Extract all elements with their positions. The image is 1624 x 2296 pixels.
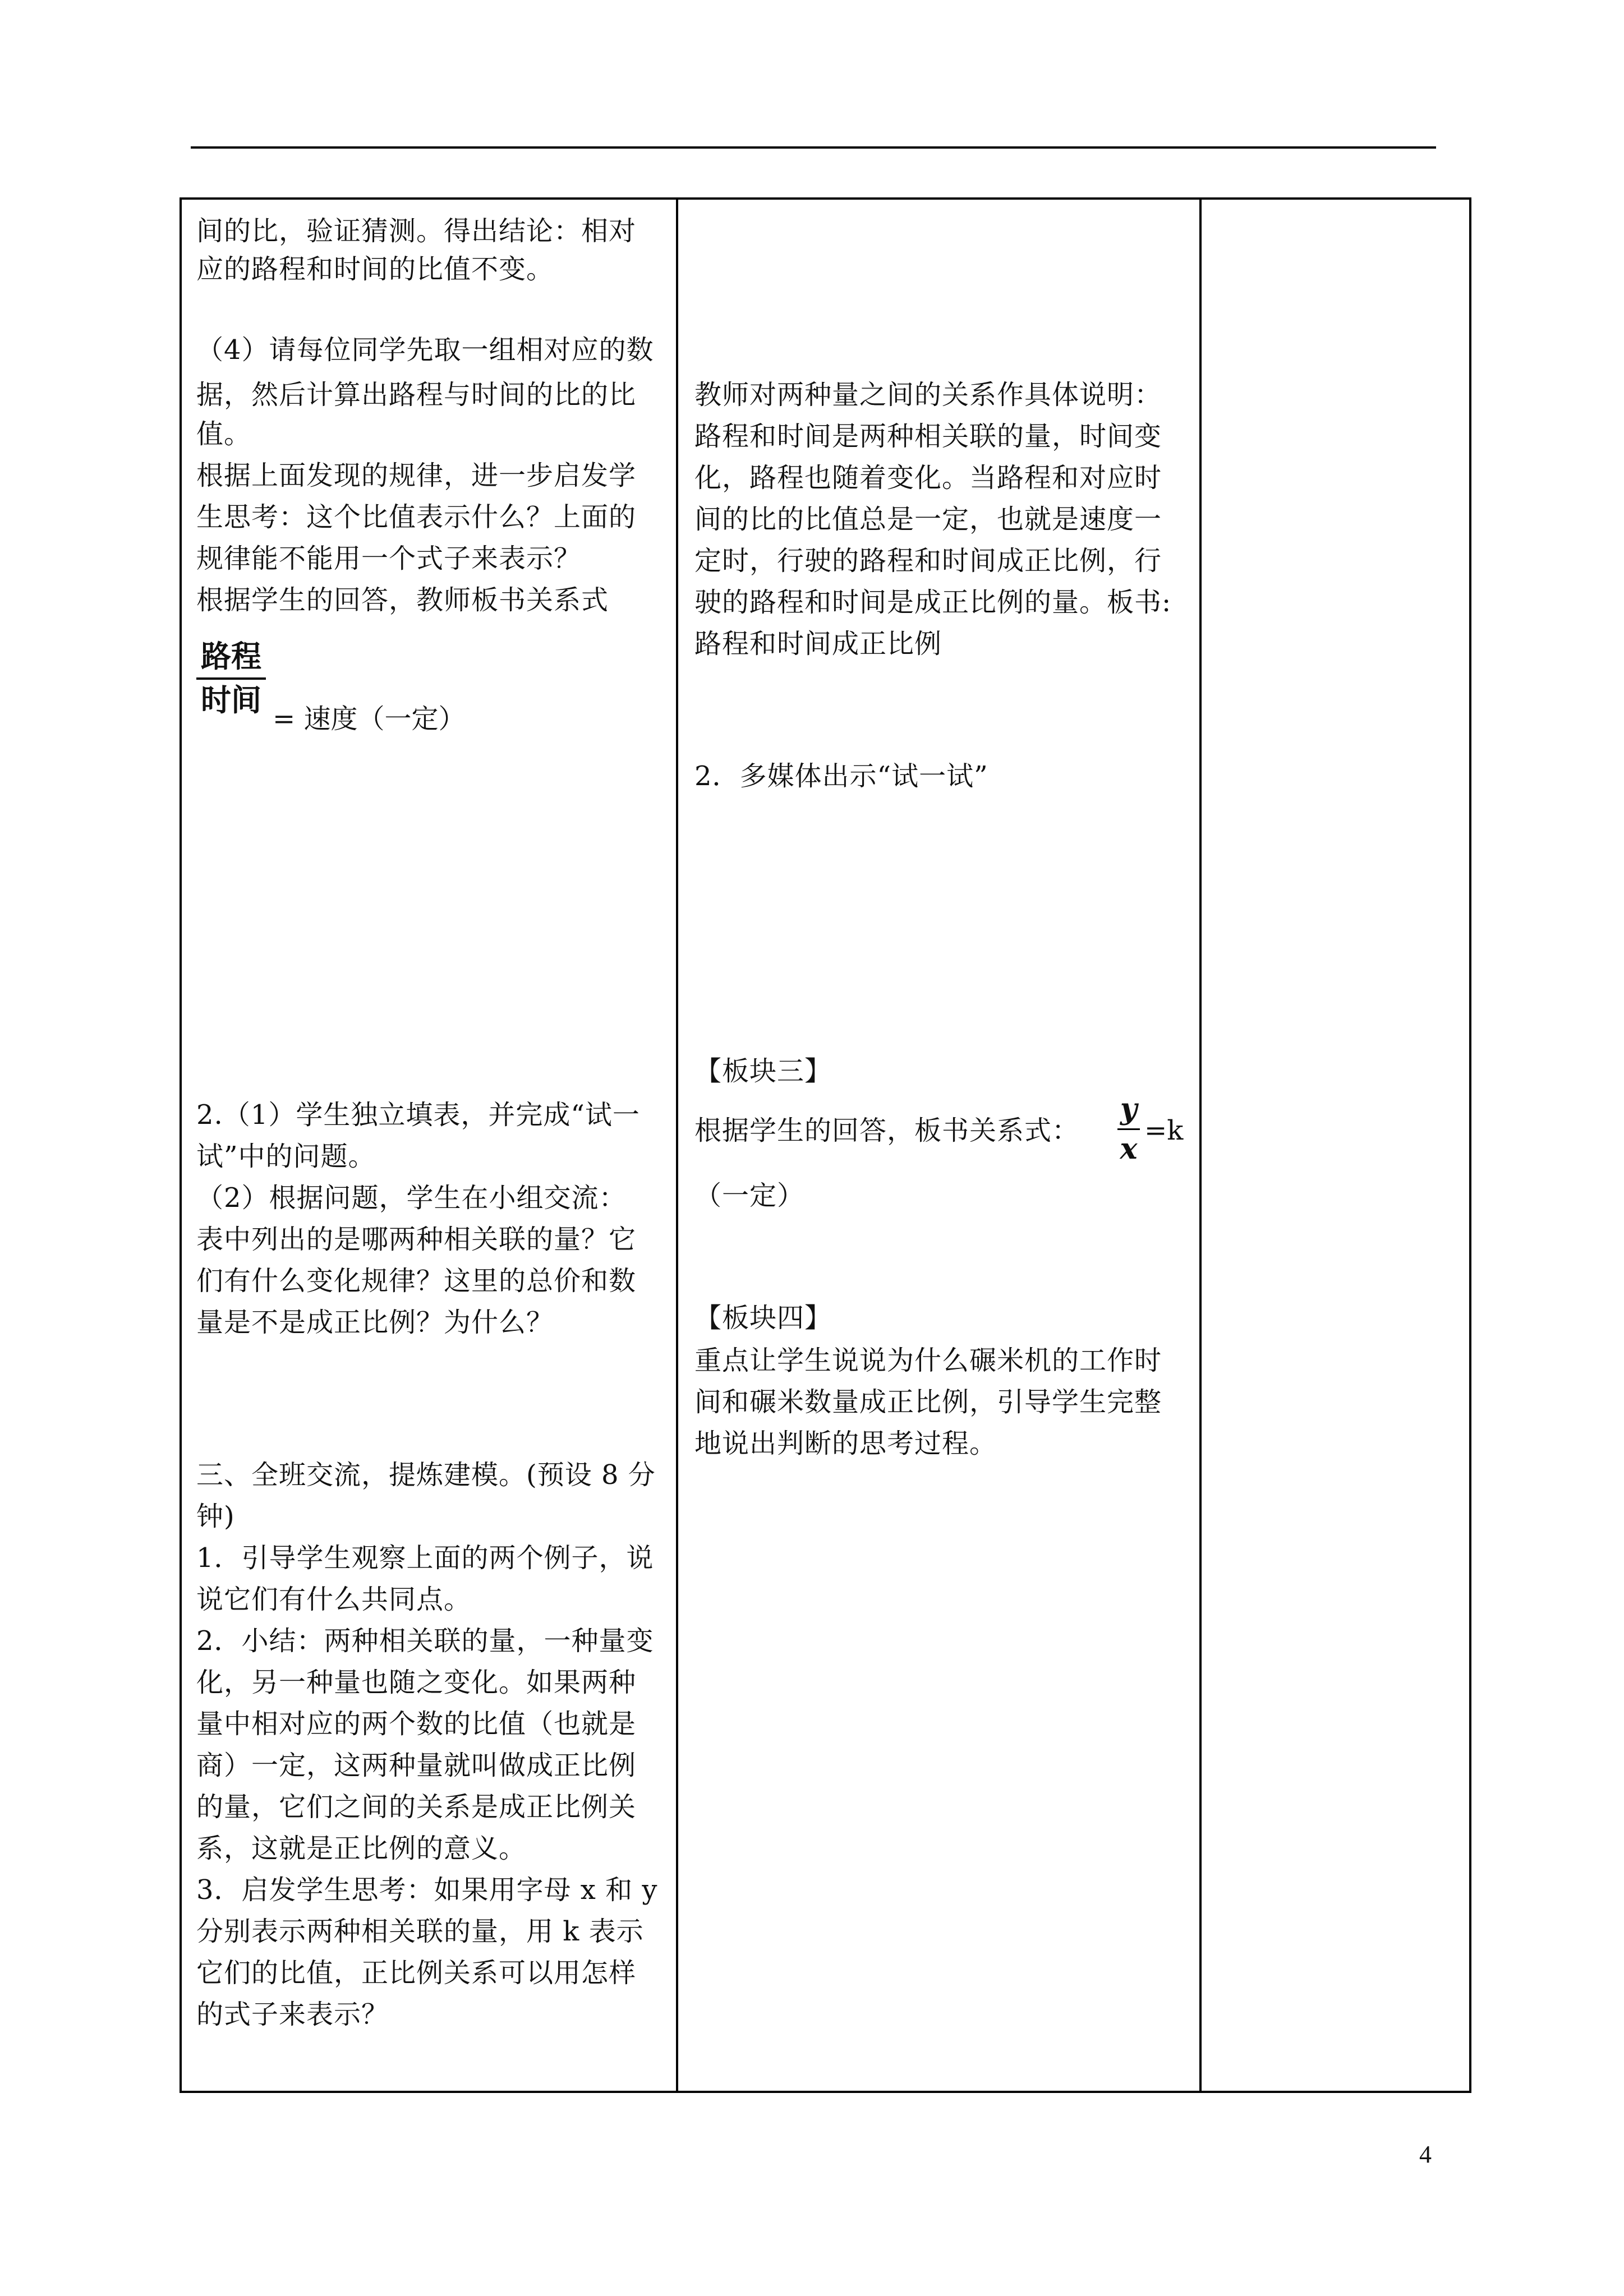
col1-line: 量是不是成正比例？为什么？ bbox=[196, 1307, 554, 1338]
fraction-bar bbox=[196, 677, 266, 680]
col1-line: 值。 bbox=[196, 418, 252, 450]
col1-line: 应的路程和时间的比值不变。 bbox=[196, 253, 554, 285]
col1-line: 三、全班交流，提炼建模。(预设 8 分 bbox=[196, 1459, 656, 1491]
col2-line: 地说出判断的思考过程。 bbox=[694, 1428, 997, 1459]
header-rule bbox=[191, 146, 1436, 149]
section-title: 【板块四】 bbox=[694, 1302, 832, 1334]
col1-line: 2．小结：两种相关联的量，一种量变 bbox=[196, 1625, 654, 1657]
col1-line: 规律能不能用一个式子来表示？ bbox=[196, 543, 582, 574]
col2-line: 间的比的比值总是一定，也就是速度一 bbox=[694, 504, 1162, 535]
col1-line: （2）根据问题，学生在小组交流： bbox=[196, 1182, 627, 1214]
col1-line: （4）请每位同学先取一组相对应的数 bbox=[196, 334, 654, 366]
formula-suffix: =k bbox=[1144, 1115, 1184, 1146]
fraction-bar bbox=[1117, 1128, 1140, 1130]
col1-line: 根据学生的回答，教师板书关系式 bbox=[196, 584, 609, 616]
col2-line: 根据学生的回答，板书关系式： bbox=[694, 1115, 1080, 1146]
col1-line: 1．引导学生观察上面的两个例子，说 bbox=[196, 1542, 654, 1574]
col1-line: 表中列出的是哪两种相关联的量？它 bbox=[196, 1224, 637, 1255]
section-title: 【板块三】 bbox=[694, 1055, 832, 1087]
col1-line: 间的比，验证猜测。得出结论：相对 bbox=[196, 215, 637, 247]
col2-line: 间和碾米数量成正比例，引导学生完整 bbox=[694, 1386, 1162, 1418]
col1-line: 据，然后计算出路程与时间的比的比 bbox=[196, 379, 637, 411]
col1-line: 的量，它们之间的关系是成正比例关 bbox=[196, 1791, 637, 1823]
col1-line: 生思考：这个比值表示什么？上面的 bbox=[196, 501, 637, 533]
col1-line: 化，另一种量也随之变化。如果两种 bbox=[196, 1667, 637, 1698]
formula-suffix: = 速度（一定） bbox=[273, 703, 466, 735]
col1-line: 分别表示两种相关联的量，用 k 表示 bbox=[196, 1916, 644, 1947]
col1-line: 量中相对应的两个数的比值（也就是 bbox=[196, 1708, 637, 1740]
col2-line: （一定） bbox=[694, 1180, 805, 1211]
col1-line: 2.（1）学生独立填表，并完成“试一 bbox=[196, 1099, 640, 1131]
col1-line: 们有什么变化规律？这里的总价和数 bbox=[196, 1265, 637, 1297]
col2-line: 驶的路程和时间是成正比例的量。板书: bbox=[694, 587, 1172, 618]
col1-line: 说它们有什么共同点。 bbox=[196, 1584, 472, 1615]
col2-line: 重点让学生说说为什么碾米机的工作时 bbox=[694, 1345, 1162, 1376]
formula-numerator: 路程 bbox=[201, 639, 261, 674]
col1-line: 商）一定，这两种量就叫做成正比例 bbox=[196, 1750, 637, 1781]
y-over-x-formula bbox=[1117, 1094, 1140, 1165]
col1-line: 3．启发学生思考：如果用字母 x 和 y bbox=[196, 1874, 658, 1906]
col2-line: 路程和时间成正比例 bbox=[694, 628, 942, 660]
formula-numerator: y bbox=[1120, 1092, 1138, 1126]
col1-line: 它们的比值，正比例关系可以用怎样 bbox=[196, 1957, 637, 1989]
col1-line: 的式子来表示？ bbox=[196, 1999, 389, 2030]
formula-denominator: 时间 bbox=[201, 683, 261, 718]
col1-line: 钟) bbox=[196, 1501, 235, 1532]
col2-line: 2．多媒体出示“试一试” bbox=[694, 760, 988, 792]
table-cell-notes bbox=[1199, 197, 1471, 2093]
formula-denominator: x bbox=[1120, 1132, 1138, 1166]
distance-over-time-formula bbox=[196, 638, 266, 719]
col1-line: 系，这就是正比例的意义。 bbox=[196, 1833, 527, 1864]
col1-line: 试”中的问题。 bbox=[196, 1141, 376, 1172]
col1-line: 根据上面发现的规律，进一步启发学 bbox=[196, 460, 637, 491]
col2-line: 化，路程也随着变化。当路程和对应时 bbox=[694, 462, 1162, 494]
col2-line: 路程和时间是两种相关联的量，时间变 bbox=[694, 421, 1162, 452]
col2-line: 定时，行驶的路程和时间成正比例，行 bbox=[694, 545, 1162, 577]
col2-line: 教师对两种量之间的关系作具体说明： bbox=[694, 379, 1162, 411]
page-number: 4 bbox=[1419, 2141, 1432, 2168]
